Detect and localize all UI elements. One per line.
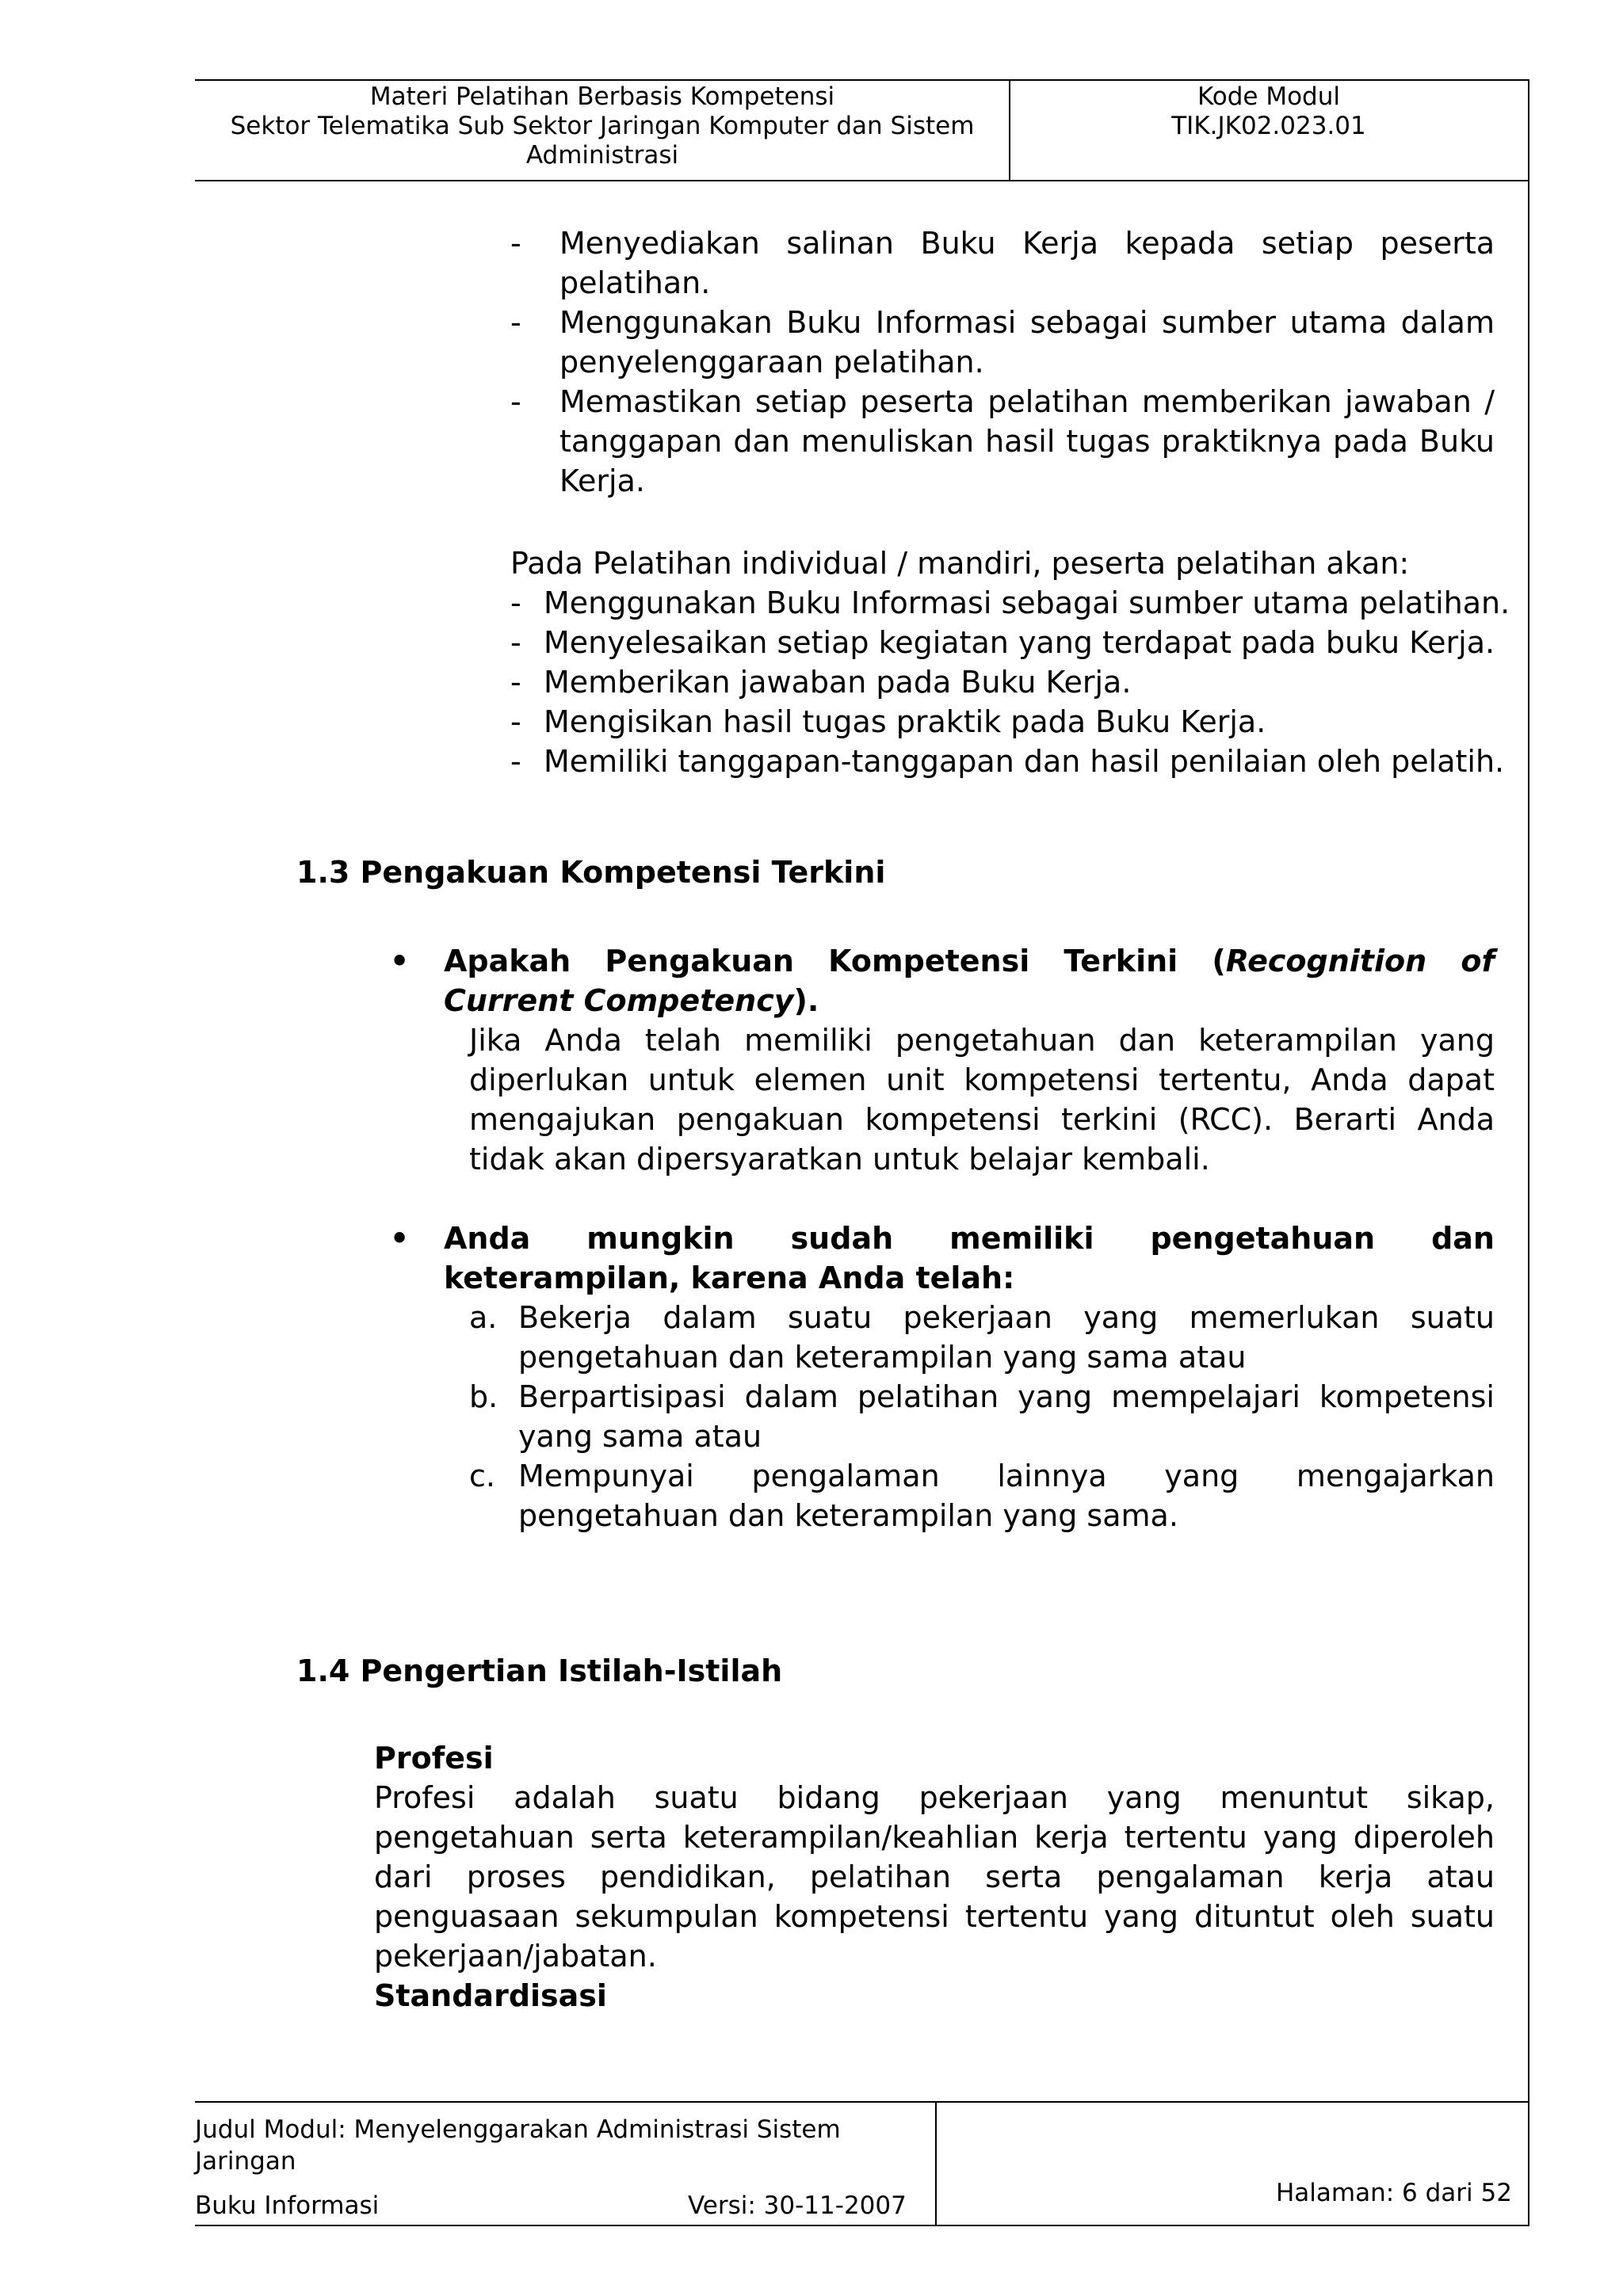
list-marker: a. bbox=[469, 1300, 498, 1335]
header-title bbox=[198, 82, 1006, 170]
header-title-line2: Sektor Telematika Sub Sektor Jaringan Komputer dan Sistem bbox=[230, 112, 975, 140]
footer-page-number: Halaman: 6 dari 52 bbox=[1276, 2179, 1512, 2207]
term-body: Profesi adalah suatu bidang pekerjaan yang menuntut sikap, pengetahuan serta keterampilan/keahlian kerja tertentu yang diperoleh dari proses pendidikan, pelatihan serta pengalaman kerja atau penguasaan sekumpulan kompetensi tertentu yang dituntut oleh suatu pekerjaan/jabatan. bbox=[374, 1780, 1495, 1974]
term-title: Profesi bbox=[374, 1741, 494, 1775]
header-title-line3: Administrasi bbox=[525, 141, 679, 170]
list-item: Memastikan setiap peserta pelatihan memberikan jawaban / tanggapan dan menuliskan hasil tugas praktiknya pada Buku Kerja. bbox=[559, 384, 1495, 498]
list-item: Berpartisipasi dalam pelatihan yang mempelajari kompetensi yang sama atau bbox=[518, 1379, 1495, 1454]
bullet-body: Jika Anda telah memiliki pengetahuan dan keterampilan yang diperlukan untuk elemen unit kompetensi tertentu, Anda dapat mengajukan pengakuan kompetensi terkini (RCC). Berarti Anda tidak akan dipersyaratkan untuk belajar kembali. bbox=[469, 1023, 1495, 1177]
bullet-heading-post: ). bbox=[793, 983, 819, 1018]
header-title-line1: Materi Pelatihan Berbasis Kompetensi bbox=[369, 82, 835, 111]
bullet-icon: • bbox=[390, 1221, 410, 1256]
list-item: Menyediakan salinan Buku Kerja kepada setiap peserta pelatihan. bbox=[559, 226, 1495, 300]
individual-lead: Pada Pelatihan individual / mandiri, peserta pelatihan akan: bbox=[510, 546, 1410, 581]
section-heading: 1.3 Pengakuan Kompetensi Terkini bbox=[296, 855, 886, 890]
footer-book: Buku Informasi bbox=[195, 2191, 380, 2220]
bullet-heading bbox=[444, 941, 1495, 1020]
bullet-heading: Anda mungkin sudah memiliki pengetahuan dan keterampilan, karena Anda telah: bbox=[444, 1221, 1495, 1295]
list-item: Memberikan jawaban pada Buku Kerja. bbox=[544, 665, 1132, 700]
footer-module-title-line2: Jaringan bbox=[195, 2147, 296, 2176]
list-item: Memiliki tanggapan-tanggapan dan hasil penilaian oleh pelatih. bbox=[544, 744, 1505, 779]
list-marker: c. bbox=[469, 1459, 495, 1493]
section-heading: 1.4 Pengertian Istilah-Istilah bbox=[296, 1653, 783, 1688]
term-title: Standardisasi bbox=[374, 1978, 607, 2013]
list-item: Menggunakan Buku Informasi sebagai sumber utama dalam penyelenggaraan pelatihan. bbox=[559, 305, 1495, 379]
footer-module-title-line1: Judul Modul: Menyelenggarakan Administrasi Sistem bbox=[195, 2115, 841, 2144]
module-code bbox=[1011, 82, 1526, 141]
footer-module-title bbox=[195, 2114, 932, 2177]
list-item: Menyelesaikan setiap kegiatan yang terdapat pada buku Kerja. bbox=[544, 625, 1495, 660]
list-item: Mempunyai pengalaman lainnya yang mengajarkan pengetahuan dan keterampilan yang sama. bbox=[518, 1459, 1495, 1533]
list-marker: b. bbox=[469, 1379, 498, 1414]
bullet-heading-italic: Recognition of Current Competency bbox=[444, 944, 1495, 1018]
list-item: Mengisikan hasil tugas praktik pada Buku Kerja. bbox=[544, 704, 1266, 739]
footer-version: Versi: 30-11-2007 bbox=[688, 2191, 907, 2220]
bullet-heading-pre: Apakah Pengakuan Kompetensi Terkini ( bbox=[444, 944, 1226, 978]
module-code-value: TIK.JK02.023.01 bbox=[1171, 112, 1366, 140]
module-code-label: Kode Modul bbox=[1197, 82, 1340, 111]
bullet-icon: • bbox=[390, 944, 410, 978]
list-item: Menggunakan Buku Informasi sebagai sumber utama pelatihan. bbox=[544, 585, 1510, 620]
list-item: Bekerja dalam suatu pekerjaan yang memerlukan suatu pengetahuan dan keterampilan yang sama atau bbox=[518, 1300, 1495, 1375]
